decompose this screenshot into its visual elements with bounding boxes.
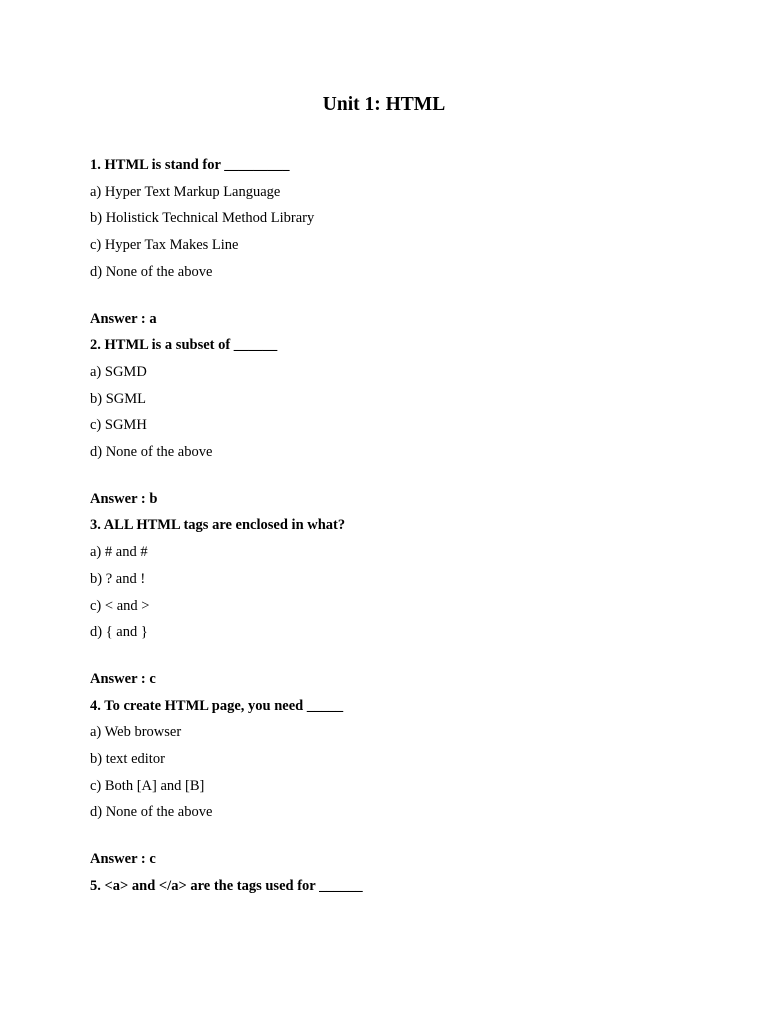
question-2-option-d: d) None of the above xyxy=(90,444,213,461)
question-1-option-c: c) Hyper Tax Makes Line xyxy=(90,237,239,254)
question-2-answer: Answer : b xyxy=(90,490,158,507)
question-4-answer: Answer : c xyxy=(90,851,156,868)
question-1-option-d: d) None of the above xyxy=(90,263,213,280)
question-2-option-c: c) SGMH xyxy=(90,417,147,434)
question-4-option-d: d) None of the above xyxy=(90,804,213,821)
question-3-option-a: a) # and # xyxy=(90,544,148,561)
question-4-option-b: b) text editor xyxy=(90,751,165,768)
question-1: 1. HTML is stand for _________ xyxy=(90,157,290,173)
question-1-option-a: a) Hyper Text Markup Language xyxy=(90,183,281,200)
question-2: 2. HTML is a subset of ______ xyxy=(90,337,278,354)
question-5: 5. <a> and </a> are the tags used for ______ xyxy=(90,877,363,894)
question-4-option-a: a) Web browser xyxy=(90,724,182,741)
question-3: 3. ALL HTML tags are enclosed in what? xyxy=(90,517,346,534)
question-1-answer: Answer : a xyxy=(90,310,157,327)
question-3-option-b: b) ? and ! xyxy=(90,570,146,587)
question-2-option-b: b) SGML xyxy=(90,390,146,407)
question-3-answer: Answer : c xyxy=(90,670,156,687)
question-4-option-c: c) Both [A] and [B] xyxy=(90,777,205,794)
question-4: 4. To create HTML page, you need _____ xyxy=(90,697,344,714)
question-3-option-d: d) { and } xyxy=(90,624,148,641)
page-title: Unit 1: HTML xyxy=(322,94,446,115)
question-1-option-b: b) Holistick Technical Method Library xyxy=(90,210,315,227)
question-list xyxy=(90,152,730,900)
question-3-option-c: c) < and > xyxy=(90,597,150,614)
question-2-option-a: a) SGMD xyxy=(90,363,147,380)
